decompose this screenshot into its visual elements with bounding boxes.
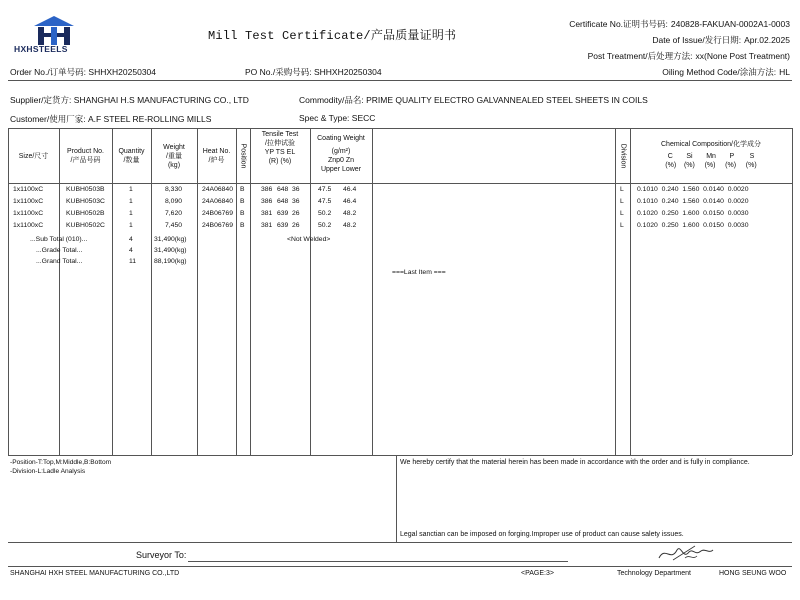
col-product: Product No. /产品号码	[67, 148, 104, 164]
row-3-product: KUBH0502C	[66, 222, 105, 229]
row-1-upper: 47.5	[318, 198, 332, 205]
row-0-heat: 24A06840	[202, 186, 233, 193]
col-tensile: Tensile Test /拉伸试验 YP TS EL (R) (%)	[261, 131, 299, 165]
total-2-weight: 88,190(kg)	[154, 258, 187, 265]
notes-divider	[396, 455, 397, 542]
row-3-qty: 1	[129, 222, 133, 229]
row-2-div: L	[620, 210, 624, 217]
customer: Customer/使用厂家: A.F STEEL RE-ROLLING MILLS	[10, 114, 212, 124]
total-2-label: ...Grand Total...	[36, 258, 83, 265]
footer-department: Technology Department	[617, 570, 691, 577]
row-3-size: 1x1100xC	[13, 222, 44, 229]
row-3-div: L	[620, 222, 624, 229]
footer-company: SHANGHAI HXH STEEL MANUFACTURING CO.,LTD	[10, 570, 180, 577]
last-item-marker: ===Last Item ===	[392, 269, 446, 276]
total-1-label: ...Grade Total...	[36, 247, 83, 254]
row-3-upper: 50.2	[318, 222, 332, 229]
surveyor-line	[188, 561, 568, 562]
logo-mark-icon	[30, 14, 78, 46]
row-0-size: 1x1100xC	[13, 186, 44, 193]
surveyor-label: Surveyor To:	[136, 550, 187, 560]
footer-person: HONG SEUNG WOO	[719, 570, 787, 577]
total-0-weight: 31,490(kg)	[154, 236, 187, 243]
row-0-el: 36	[292, 186, 300, 193]
row-2-chem: 0.1020 0.250 1.600 0.0150 0.0030	[637, 210, 749, 217]
row-1-weight: 8,090	[165, 198, 183, 205]
row-1-ts: 648	[277, 198, 289, 205]
col-heat: Heat No. /炉号	[202, 148, 231, 164]
footer-divider	[8, 566, 792, 567]
supplier: Supplier/定货方: SHANGHAI H.S MANUFACTURING CO., LTD	[10, 95, 249, 105]
row-2-el: 26	[292, 210, 300, 217]
issue-date: Date of Issue/发行日期: Apr.02.2025	[652, 35, 790, 45]
row-2-upper: 50.2	[318, 210, 332, 217]
header-divider	[8, 80, 792, 81]
row-2-pos: B	[240, 210, 245, 217]
total-0-label: ...Sub Total (010)...	[30, 236, 88, 243]
row-2-product: KUBH0502B	[66, 210, 105, 217]
row-0-div: L	[620, 186, 624, 193]
row-3-chem: 0.1020 0.250 1.600 0.0150 0.0030	[637, 222, 749, 229]
row-2-lower: 48.2	[343, 210, 357, 217]
row-0-qty: 1	[129, 186, 133, 193]
col-weight: Weight /重量 (kg)	[163, 144, 185, 169]
row-1-pos: B	[240, 198, 245, 205]
col-position: Position	[239, 143, 247, 169]
row-2-heat: 24B06769	[202, 210, 233, 217]
row-0-product: KUBH0503B	[66, 186, 105, 193]
row-3-weight: 7,450	[165, 222, 183, 229]
row-3-ts: 639	[277, 222, 289, 229]
spec-type: Spec & Type: SECC	[299, 113, 376, 123]
row-3-el: 26	[292, 222, 300, 229]
col-chemical: Chemical Composition/化学成分 C Si Mn P S (%) (%) (%) (%) (%)	[661, 141, 761, 169]
total-0-qty: 4	[129, 236, 133, 243]
total-1-weight: 31,490(kg)	[154, 247, 187, 254]
col-size: Size/尺寸	[18, 153, 49, 160]
post-treatment: Post Treatment/后处理方法: xx(None Post Treatment)	[587, 51, 790, 61]
row-1-lower: 46.4	[343, 198, 357, 205]
total-2-qty: 11	[129, 258, 137, 265]
row-3-heat: 24B06769	[202, 222, 233, 229]
row-0-chem: 0.1010 0.240 1.560 0.0140 0.0020	[637, 186, 749, 193]
row-0-yp: 386	[261, 186, 273, 193]
division-note: -Division-L:Ladle Analysis	[10, 468, 86, 475]
order-number: Order No./订单号码: SHHXH20250304	[10, 67, 156, 77]
row-0-weight: 8,330	[165, 186, 183, 193]
row-1-size: 1x1100xC	[13, 198, 44, 205]
col-quantity: Quantity /数量	[118, 148, 145, 164]
row-2-size: 1x1100xC	[13, 210, 44, 217]
position-note: -Position-T:Top,M:Middle,B:Bottom	[10, 459, 112, 466]
footer-page: <PAGE:3>	[521, 570, 554, 577]
row-1-product: KUBH0503C	[66, 198, 105, 205]
row-2-ts: 639	[277, 210, 289, 217]
row-3-lower: 48.2	[343, 222, 357, 229]
logo-text: HXHSTEELS	[14, 44, 68, 54]
signature-image	[655, 542, 715, 566]
total-1-qty: 4	[129, 247, 133, 254]
row-2-qty: 1	[129, 210, 133, 217]
row-1-el: 36	[292, 198, 300, 205]
row-0-pos: B	[240, 186, 245, 193]
row-0-ts: 648	[277, 186, 289, 193]
row-2-weight: 7,620	[165, 210, 183, 217]
row-2-yp: 381	[261, 210, 273, 217]
row-3-yp: 381	[261, 222, 273, 229]
col-coating: Coating Weight (g/m²) Znp0 Zn Upper Lower	[317, 135, 365, 173]
row-0-lower: 46.4	[343, 186, 357, 193]
row-0-upper: 47.5	[318, 186, 332, 193]
commodity: Commodity/品名: PRIME QUALITY ELECTRO GALVANNEALED STEEL SHEETS IN COILS	[299, 95, 648, 105]
row-1-chem: 0.1010 0.240 1.560 0.0140 0.0020	[637, 198, 749, 205]
row-1-qty: 1	[129, 198, 133, 205]
row-1-heat: 24A06840	[202, 198, 233, 205]
certify-statement: We hereby certify that the material herein has been made in accordance with the order and is fully in compliance.	[400, 459, 750, 466]
certificate-number: Certificate No.证明书号码: 240828-FAKUAN-0002A1-0003	[569, 19, 790, 29]
row-1-div: L	[620, 198, 624, 205]
oiling-method: Oiling Method Code/涂油方法: HL	[662, 67, 790, 77]
not-welded-note: <Not Welded>	[287, 236, 331, 243]
po-number: PO No./采购号码: SHHXH20250304	[245, 67, 382, 77]
row-1-yp: 386	[261, 198, 273, 205]
legal-statement: Legal sanctian can be imposed on forging.Improper use of product can cause salety issues.	[400, 531, 684, 538]
row-3-pos: B	[240, 222, 245, 229]
document-title: Mill Test Certificate/产品质量证明书	[208, 29, 457, 43]
col-division: Division	[619, 143, 626, 169]
